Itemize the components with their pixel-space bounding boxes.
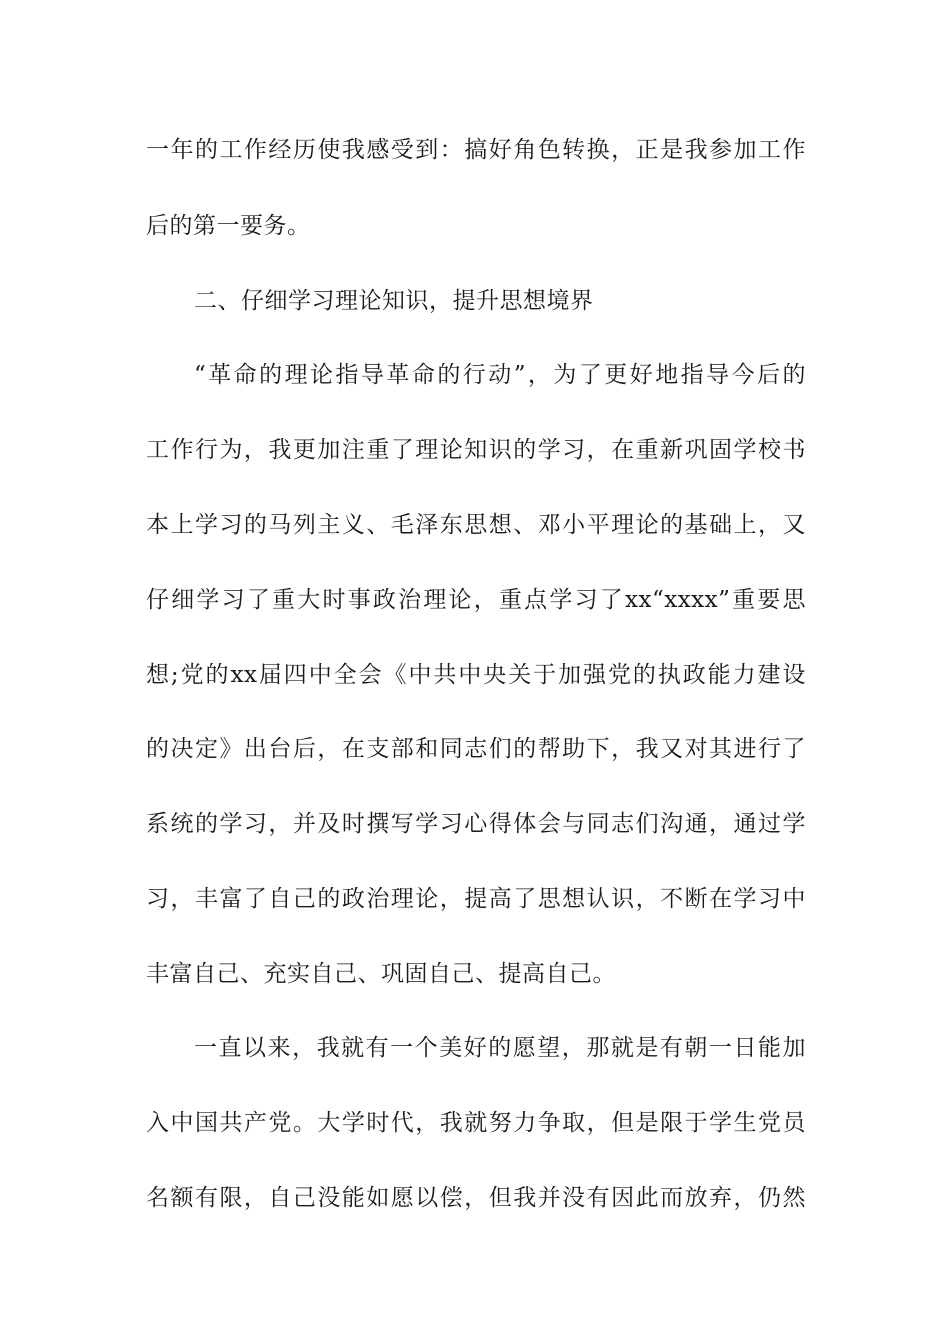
text-line: 系统的学习，并及时撰写学习心得体会与同志们沟通，通过学 [146, 811, 806, 837]
text-line: 后的第一要务。 [146, 213, 311, 239]
text-line: 仔细学习了重大时事政治理论，重点学习了xx“xxxx”重要思 [146, 587, 806, 613]
text-line: “革命的理论指导革命的行动”，为了更好地指导今后的 [194, 362, 806, 388]
text-line: 名额有限，自己没能如愿以偿，但我并没有因此而放弃，仍然 [146, 1185, 806, 1211]
text-line: 入中国共产党。大学时代，我就努力争取，但是限于学生党员 [146, 1110, 806, 1136]
text-line: 丰富自己、充实自己、巩固自己、提高自己。 [146, 961, 616, 987]
text-line: 想;党的xx届四中全会《中共中央关于加强党的执政能力建设 [146, 662, 806, 688]
text-line: 的决定》出台后，在支部和同志们的帮助下，我又对其进行了 [146, 736, 806, 762]
text-line: 本上学习的马列主义、毛泽东思想、邓小平理论的基础上，又 [146, 512, 806, 538]
text-line: 一直以来，我就有一个美好的愿望，那就是有朝一日能加 [194, 1035, 806, 1061]
text-line: 习，丰富了自己的政治理论，提高了思想认识，不断在学习中 [146, 886, 806, 912]
text-line: 一年的工作经历使我感受到：搞好角色转换，正是我参加工作 [146, 137, 806, 163]
section-heading: 二、仔细学习理论知识，提升思想境界 [194, 288, 594, 314]
text-line: 工作行为，我更加注重了理论知识的学习，在重新巩固学校书 [146, 437, 806, 463]
